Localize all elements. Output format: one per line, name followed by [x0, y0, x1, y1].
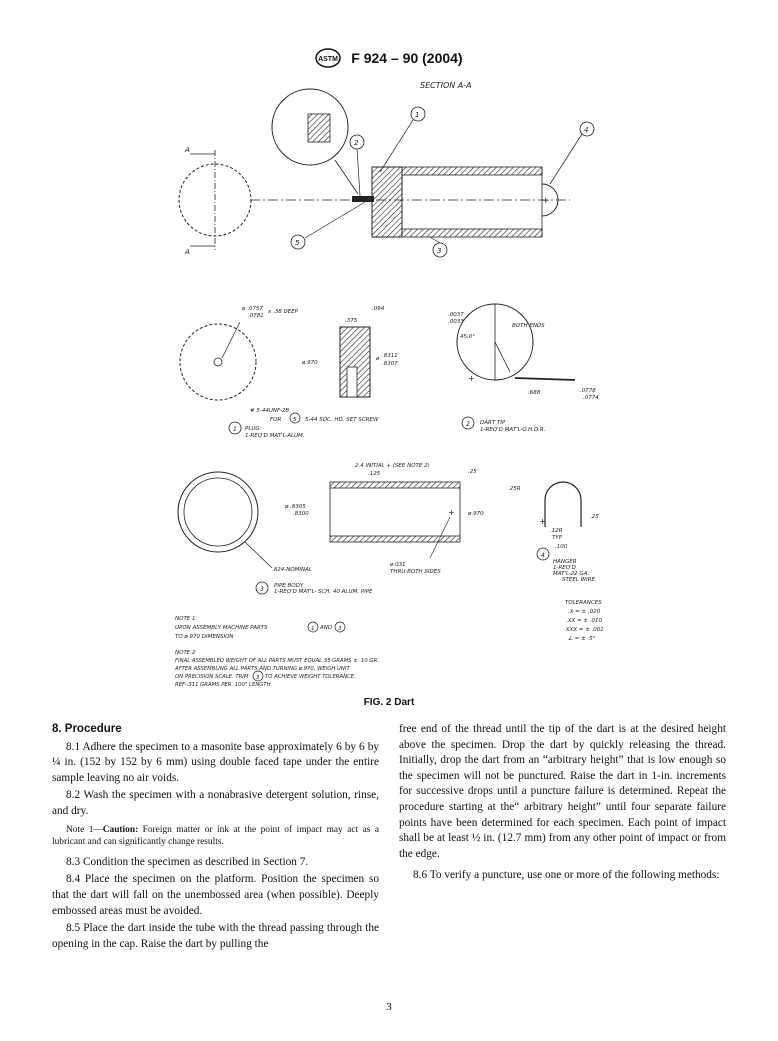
note-caution-word: Caution:: [102, 824, 139, 835]
tolerance-row: .XX = ± .010: [566, 618, 602, 624]
tip-material: 1-REQ'D MAT'L-O.H.D.R.: [480, 427, 546, 433]
note-label: Note 1—: [66, 824, 103, 835]
callout-1: [380, 107, 425, 172]
astm-logo-icon: [315, 48, 341, 68]
section-heading: 8. Procedure: [52, 723, 122, 735]
pipe-dim-25: .25: [468, 469, 477, 475]
hanger-typ: TYP: [552, 535, 563, 541]
plug-for: FOR: [270, 417, 282, 423]
page-header: [0, 48, 778, 68]
pipe-name: PIPE BODY: [274, 583, 304, 589]
callout-5: [291, 202, 365, 249]
hanger-radius: .25R: [508, 486, 521, 492]
tip-dia-0778: .0778: [580, 388, 596, 394]
callout-2: [350, 135, 364, 196]
plug-dim-375: .375: [345, 318, 358, 324]
pipe-callout: 3: [260, 586, 264, 593]
note2-line4: REF-.311 GRAMS PER .100" LENGTH: [175, 682, 271, 688]
paragraph-8-5-continued: free end of the thread until the tip of the dart is at the desired height above the specimen. Drop the dart by quickly releasing the thread. Initially, drop the dart from an “arbitrary height” that is low enough so the specimen will not be punctured. Raise the dart in 1-in. increments for successive drops until a puncture failure is determined. Repeat the procedure starting at the“ arbitrary height” until four separate failure points have been determined for each specimen. Each point of impact shall be at least ½ in. (12.7 mm) from any other point of impact or from the edge.: [399, 723, 726, 860]
assembled-dart-section: [352, 167, 558, 237]
hanger-plus: +: [542, 196, 550, 206]
plug-dia-8307: .8307: [382, 361, 398, 367]
section-mark-bottom: A: [185, 248, 190, 256]
svg-text:4: 4: [584, 126, 589, 134]
pipe-thru: THRU BOTH SIDES: [390, 569, 441, 575]
right-column: [399, 722, 726, 886]
tolerances-block: [564, 600, 604, 642]
note-2-block: [174, 650, 379, 688]
note2-line3: ON PRECISION SCALE. TRIM: [175, 674, 249, 680]
note2-line1: FINAL ASSEMBLED WEIGHT OF ALL PARTS MUST EQUAL 35 GRAMS ± .10 GR.: [175, 658, 379, 664]
section-label: SECTION A-A: [420, 81, 472, 90]
note2-line3b: TO ACHIEVE WEIGHT TOLERANCE.: [265, 674, 356, 680]
note1-and: AND: [320, 625, 333, 631]
hanger-25: .25: [590, 514, 599, 520]
hanger-line1: 1-REQ'D: [553, 565, 576, 571]
tip-dim-0037: .0037: [448, 312, 464, 318]
tolerances-title: TOLERANCES: [565, 600, 602, 606]
pipe-dim-125: .125: [368, 471, 381, 477]
tolerance-row: ∠ = ± .5°: [568, 636, 596, 642]
paragraph-8-4: 8.4 Place the specimen on the platform. Position the specimen so that the dart will fall on the unembossed area (when possible). Deeply embossed areas must be avoided.: [52, 873, 379, 917]
note2-title: NOTE 2: [175, 650, 196, 656]
note1-line2: TO ø.970 DIMENSION: [175, 634, 234, 640]
tip-angle: 45.0°: [460, 334, 475, 340]
hanger-view: [539, 482, 581, 527]
plug-hole-depth: x .38 DEEP: [268, 309, 299, 315]
section-end-view: [179, 146, 251, 256]
hanger-12r: .12R: [550, 528, 563, 534]
plug-callout: 1: [233, 426, 237, 433]
plug-hole-b: .0781: [248, 313, 264, 319]
page-number: 3: [386, 1001, 392, 1013]
tolerance-row: .XXX = ± .001: [564, 627, 604, 633]
paragraph-8-2: 8.2 Wash the specimen with a nonabrasive detergent solution, rinse, and dry.: [52, 789, 379, 817]
tip-name: DART TIP: [480, 420, 506, 426]
tip-plus: +: [468, 374, 475, 383]
plug-thread: # 5-44UNF-2B: [250, 408, 290, 414]
pipe-length: 2.4 INITIAL + (SEE NOTE 2): [355, 463, 430, 469]
plug-name: PLUG: [245, 426, 260, 432]
pipe-dia-8300: .8300: [293, 511, 309, 517]
plug-dia-prefix: ø: [376, 356, 380, 362]
tip-dim-0033: .0033: [448, 319, 464, 325]
tip-dia-0774: .0774: [583, 395, 599, 401]
figure-caption: FIG. 2 Dart: [363, 697, 415, 708]
svg-text:+: +: [448, 508, 455, 517]
tip-both-ends: BOTH ENDS: [512, 323, 545, 329]
svg-text:3: 3: [256, 675, 260, 681]
tip-length: .688: [528, 390, 541, 396]
note-text: Foreign matter or ink at the point of impact may act as a lubricant and can significantly change results.: [52, 824, 380, 848]
paragraph-8-6: 8.6 To verify a puncture, use one or more of the following methods:: [413, 869, 720, 882]
plug-material: 1-REQ'D MAT'L-ALUM.: [245, 433, 305, 439]
tip-callout: 2: [466, 421, 470, 428]
note-1-block: [175, 616, 345, 640]
pipe-end-view: [178, 472, 272, 568]
svg-text:1: 1: [311, 626, 315, 632]
svg-text:2: 2: [354, 139, 359, 147]
note1-title: NOTE 1: [175, 616, 196, 622]
paragraph-8-5: 8.5 Place the dart inside the tube with the thread passing through the opening in the cap. Raise the dart by pulling the: [52, 922, 379, 950]
pipe-dia-970: ø.970: [468, 511, 484, 517]
paragraph-8-1: 8.1 Adhere the specimen to a masonite base approximately 6 by 6 by ¼ in. (152 by 152 by 6 mm) using double faced tape under the entire sample leaving no air voids.: [52, 740, 379, 784]
standard-designation: F 924 – 90 (2004): [351, 50, 463, 66]
hanger-name: HANGER: [553, 559, 577, 565]
svg-text:+: +: [539, 517, 546, 526]
hanger-line3: STEEL WIRE: [562, 577, 595, 583]
pipe-nominal: .824-NOMINAL: [272, 567, 312, 573]
callout-3: [430, 237, 447, 257]
pipe-side-view: [330, 482, 460, 558]
plug-dia-970: ø.970: [302, 360, 318, 366]
plug-dim-094: .094: [372, 306, 385, 312]
note2-line2: AFTER ASSEMBLING ALL PARTS AND TURNING ø.970, WEIGH UNIT: [175, 666, 350, 672]
svg-text:3: 3: [437, 247, 442, 255]
plug-hole-a: ø .0757: [242, 306, 263, 312]
paragraph-8-3: 8.3 Condition the specimen as described in Section 7.: [66, 855, 309, 868]
plug-dia-8311: .8311: [382, 353, 398, 359]
hanger-callout: 4: [541, 552, 545, 559]
svg-text:1: 1: [415, 111, 420, 119]
plug-screw: 5-44 SOC. HD. SET SCREW: [305, 417, 379, 423]
pipe-material: 1-REQ'D MAT'L- SCH. 40 ALUM. PIPE: [274, 589, 373, 595]
section-mark-top: A: [185, 146, 190, 154]
tolerance-row: .X = ± .020: [568, 609, 601, 615]
plug-section-view: [340, 327, 370, 397]
note-caution: [52, 824, 379, 849]
dart-technical-drawing: [150, 72, 650, 712]
svg-text:3: 3: [338, 626, 342, 632]
pipe-dia-8305: ø .8305: [285, 504, 306, 510]
pipe-hole: ø.031: [390, 562, 406, 568]
note1-line1: UPON ASSEMBLY MACHINE PARTS: [175, 625, 268, 631]
plug-for-callout: 5: [293, 417, 297, 423]
hanger-100: .100: [555, 544, 568, 550]
hanger-line2: MAT'L-22 GA.: [553, 571, 590, 577]
svg-text:5: 5: [295, 239, 300, 247]
callout-4: [550, 122, 594, 184]
left-column: [52, 722, 379, 954]
svg-text:ASTM: ASTM: [318, 56, 339, 63]
plug-end-view: [180, 322, 256, 400]
